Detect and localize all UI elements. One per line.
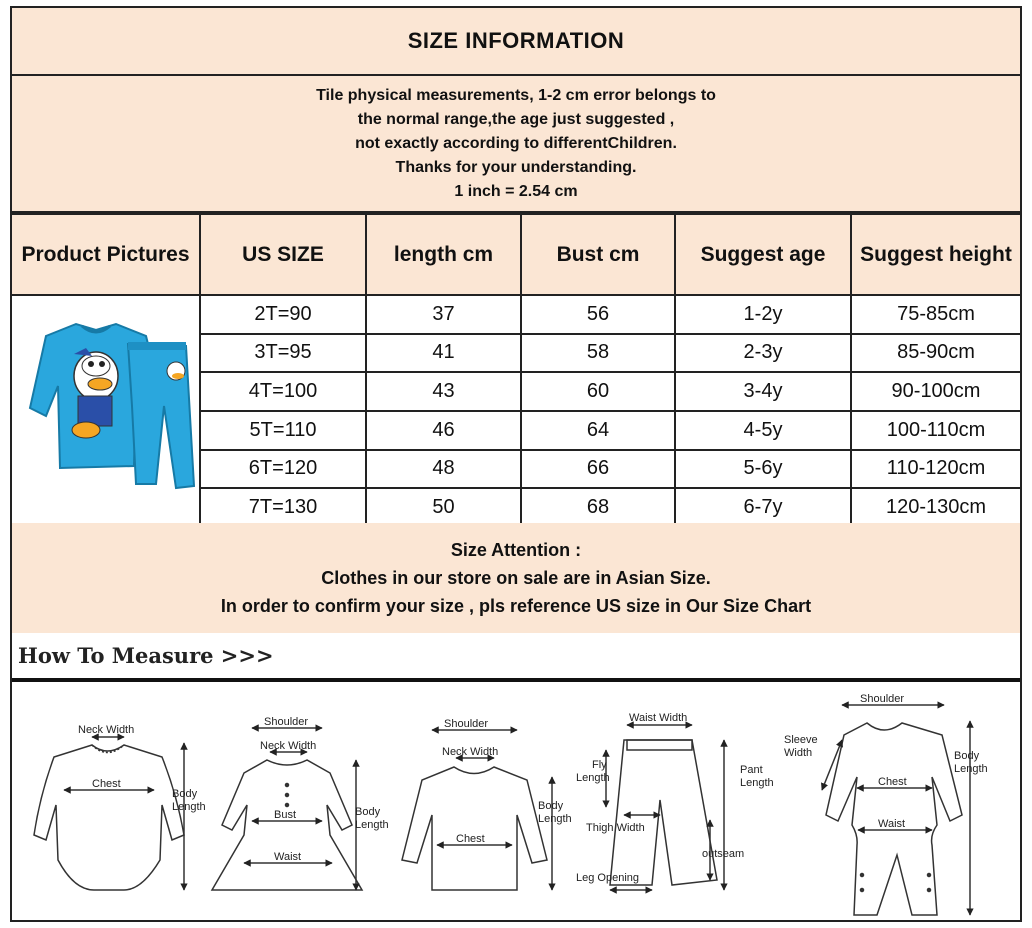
cell-height: 85-90cm	[851, 334, 1020, 373]
note-line: Thanks for your understanding.	[395, 158, 637, 176]
cell-length: 43	[366, 372, 521, 411]
dress-neck-label: Neck Width	[260, 740, 317, 752]
size-table-header	[12, 214, 1020, 295]
product-picture-cell	[12, 295, 200, 527]
cell-us-size: 4T=100	[200, 372, 366, 411]
col-header-us-size: US SIZE	[200, 214, 366, 295]
cell-length: 46	[366, 411, 521, 450]
size-chart-frame	[10, 6, 1022, 922]
col-header-suggest-age: Suggest age	[675, 214, 851, 295]
cell-bust: 56	[521, 295, 675, 334]
measurement-notes	[12, 76, 1020, 213]
cell-length: 37	[366, 295, 521, 334]
romper-sleeve-width-label: Width	[784, 747, 813, 759]
product-image-pajama-set	[16, 296, 196, 520]
dress-bust-label: Bust	[274, 809, 297, 821]
cell-bust: 68	[521, 488, 675, 527]
divider	[12, 678, 1020, 682]
pants-fly-length-label: Length	[576, 772, 610, 784]
shirt-shoulder-label: Shoulder	[444, 718, 489, 730]
romper-length-label: Length	[954, 763, 988, 775]
romper-body-label: Body	[954, 750, 980, 762]
cell-bust: 66	[521, 450, 675, 489]
romper-diagram	[822, 705, 970, 915]
cell-length: 48	[366, 450, 521, 489]
size-attention	[12, 523, 1020, 633]
bodysuit-body-label: Body	[172, 788, 198, 800]
note-line: not exactly according to differentChildren.	[355, 134, 677, 152]
cell-us-size: 2T=90	[200, 295, 366, 334]
pants-fly-label: Fly	[592, 759, 607, 771]
cell-height: 100-110cm	[851, 411, 1020, 450]
pants-leg-opening-label: Leg Opening	[576, 872, 639, 884]
romper-sleeve-label: Sleeve	[784, 734, 818, 746]
shirt-body-label: Body	[538, 800, 564, 812]
romper-shoulder-label: Shoulder	[860, 693, 905, 705]
romper-chest-label: Chest	[878, 776, 907, 788]
cell-bust: 58	[521, 334, 675, 373]
pants-diagram	[606, 725, 724, 890]
col-header-product-pictures: Product Pictures	[12, 214, 200, 295]
bodysuit-chest-label: Chest	[92, 778, 121, 790]
how-to-measure-title: How To Measure >>>	[18, 643, 274, 668]
cell-bust: 60	[521, 372, 675, 411]
pants-outseam-label: outseam	[702, 848, 745, 860]
cell-bust: 64	[521, 411, 675, 450]
pants-pant-length-label: Length	[740, 777, 774, 789]
dress-length-label: Length	[355, 819, 389, 831]
cell-us-size: 7T=130	[200, 488, 366, 527]
attention-heading: Size Attention :	[450, 540, 582, 560]
cell-us-size: 5T=110	[200, 411, 366, 450]
cell-height: 75-85cm	[851, 295, 1020, 334]
bodysuit-diagram	[34, 737, 184, 890]
how-to-measure-section	[12, 633, 1020, 920]
dress-waist-label: Waist	[274, 851, 302, 863]
col-header-suggest-height: Suggest height	[851, 214, 1020, 295]
cell-age: 4-5y	[675, 411, 851, 450]
cell-age: 1-2y	[675, 295, 851, 334]
col-header-length: length cm	[366, 214, 521, 295]
col-header-bust: Bust cm	[521, 214, 675, 295]
shirt-chest-label: Chest	[456, 833, 485, 845]
pants-thigh-label: Thigh Width	[586, 822, 645, 834]
pants-pant-label: Pant	[740, 764, 763, 776]
cell-height: 110-120cm	[851, 450, 1020, 489]
attention-line: In order to confirm your size , pls reference US size in Our Size Chart	[220, 596, 812, 616]
note-line: Tile physical measurements, 1-2 cm error belongs to	[316, 86, 716, 104]
cell-age: 6-7y	[675, 488, 851, 527]
cell-height: 120-130cm	[851, 488, 1020, 527]
attention-line: Clothes in our store on sale are in Asian Size.	[321, 568, 711, 588]
cell-us-size: 6T=120	[200, 450, 366, 489]
dress-shoulder-label: Shoulder	[264, 716, 309, 728]
table-row	[12, 295, 1020, 334]
bodysuit-length-label: Length	[172, 801, 206, 813]
cell-length: 50	[366, 488, 521, 527]
note-line: the normal range,the age just suggested ,	[357, 110, 675, 128]
cell-age: 3-4y	[675, 372, 851, 411]
cell-height: 90-100cm	[851, 372, 1020, 411]
cell-age: 2-3y	[675, 334, 851, 373]
pants-waist-label: Waist Width	[629, 712, 688, 724]
cell-us-size: 3T=95	[200, 334, 366, 373]
size-table	[12, 213, 1020, 528]
romper-waist-label: Waist	[878, 818, 906, 830]
shirt-neck-label: Neck Width	[442, 746, 499, 758]
dress-body-label: Body	[355, 806, 381, 818]
note-line: 1 inch = 2.54 cm	[454, 182, 578, 200]
size-information-title: SIZE INFORMATION	[12, 8, 1020, 76]
cell-length: 41	[366, 334, 521, 373]
measurement-diagrams	[12, 685, 1020, 920]
bodysuit-neck-label: Neck Width	[78, 724, 135, 736]
shirt-length-label: Length	[538, 813, 572, 825]
cell-age: 5-6y	[675, 450, 851, 489]
